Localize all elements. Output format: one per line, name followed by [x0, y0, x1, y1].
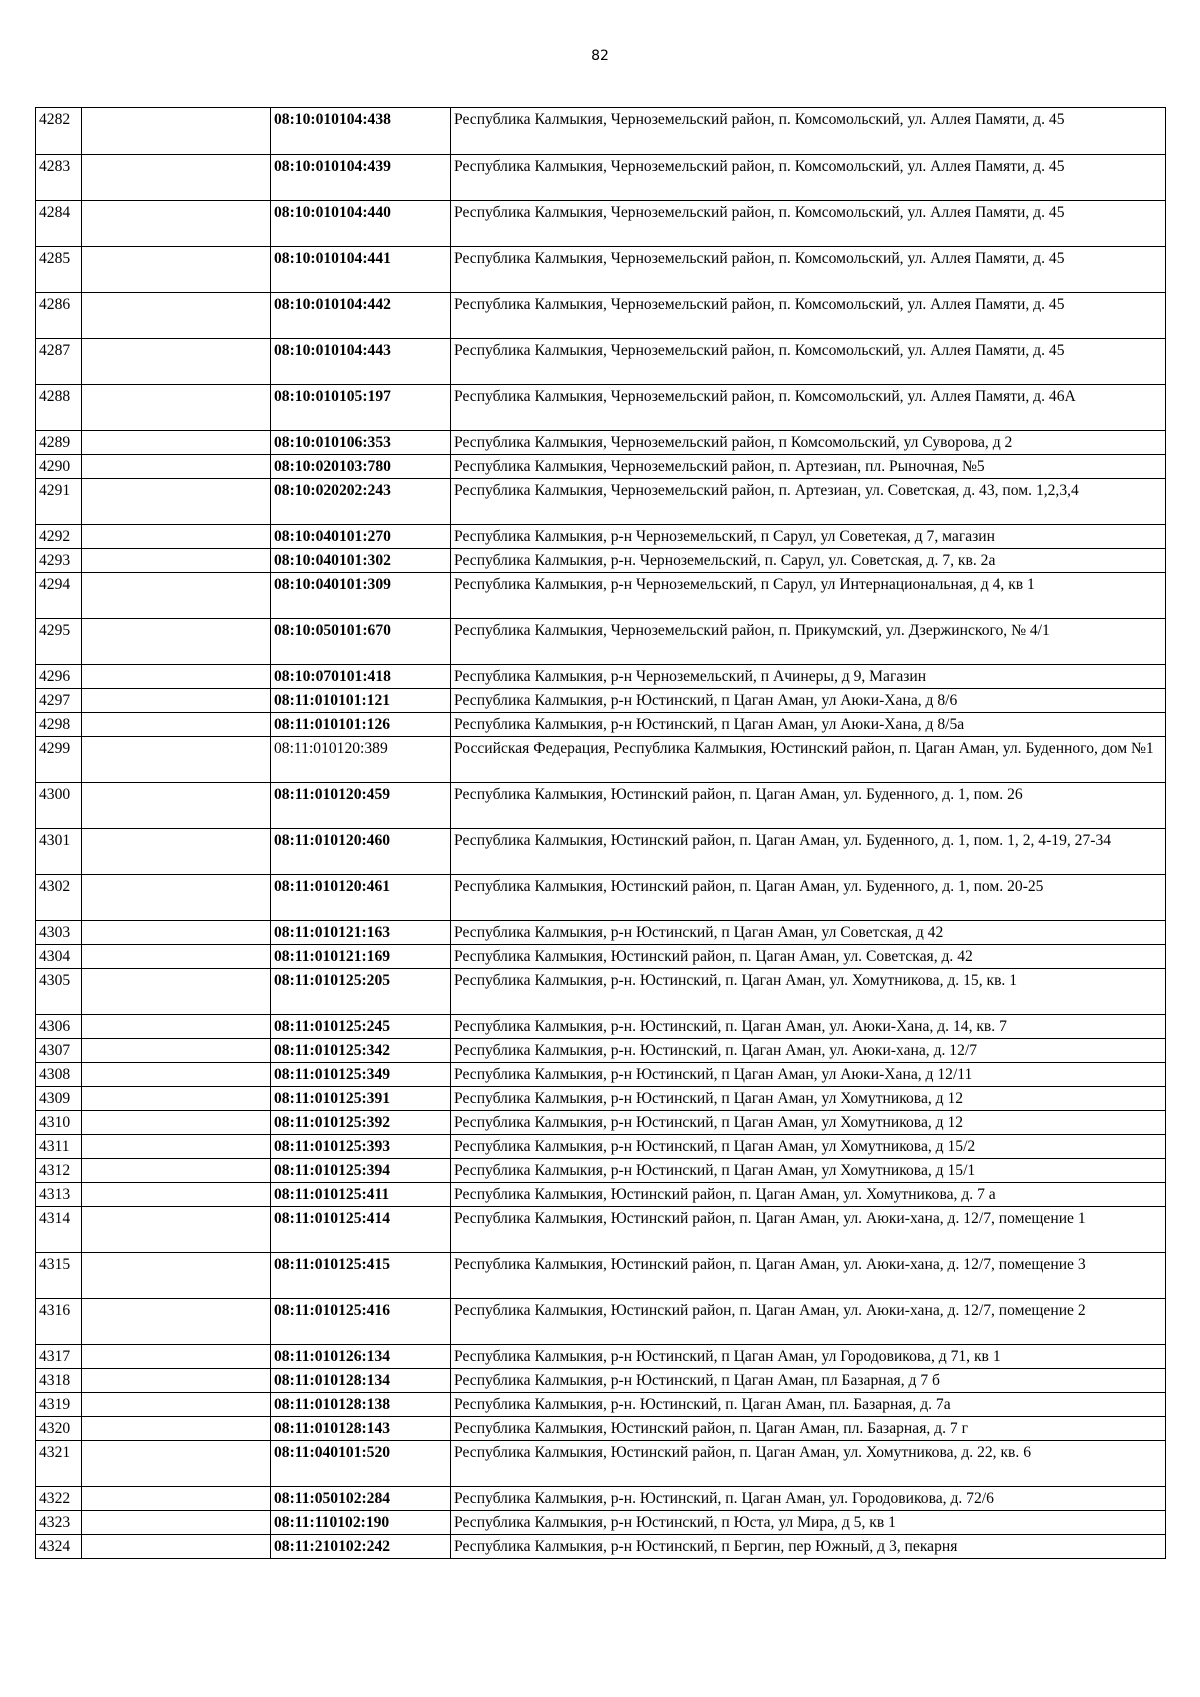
cadastral-number-cell: 08:11:010125:414	[271, 1207, 451, 1253]
page-number: 82	[591, 48, 609, 64]
row-number-cell: 4323	[36, 1511, 82, 1535]
cadastral-number-cell: 08:10:020103:780	[271, 455, 451, 479]
table-row	[36, 665, 1166, 689]
cadastral-number-cell: 08:11:010121:163	[271, 921, 451, 945]
owner-cell	[82, 737, 271, 783]
cadastral-number-cell: 08:10:050101:670	[271, 619, 451, 665]
table-row	[36, 969, 1166, 1015]
row-number-cell: 4302	[36, 875, 82, 921]
cadastral-number-cell: 08:11:010125:415	[271, 1253, 451, 1299]
address-cell: Республика Калмыкия, р-н Юстинский, п Бергин, пер Южный, д 3, пекарня	[451, 1535, 1166, 1559]
row-number-cell: 4317	[36, 1345, 82, 1369]
cadastral-number-cell: 08:11:010121:169	[271, 945, 451, 969]
table-row	[36, 1299, 1166, 1345]
table-row	[36, 525, 1166, 549]
row-number-cell: 4300	[36, 783, 82, 829]
row-number-cell: 4282	[36, 108, 82, 155]
cadastral-number-cell: 08:11:010125:394	[271, 1159, 451, 1183]
row-number-cell: 4312	[36, 1159, 82, 1183]
cadastral-number-cell: 08:10:040101:309	[271, 573, 451, 619]
row-number-cell: 4296	[36, 665, 82, 689]
owner-cell	[82, 1135, 271, 1159]
cadastral-number-cell: 08:11:010128:138	[271, 1393, 451, 1417]
cadastral-number-cell: 08:11:010128:143	[271, 1417, 451, 1441]
row-number-cell: 4291	[36, 479, 82, 525]
owner-cell	[82, 1253, 271, 1299]
address-cell: Республика Калмыкия, Юстинский район, п. Цаган Аман, ул. Буденного, д. 1, пом. 1, 2, 4-19, 27-34	[451, 829, 1166, 875]
table-row	[36, 385, 1166, 431]
owner-cell	[82, 1369, 271, 1393]
cadastral-number-cell: 08:11:010101:121	[271, 689, 451, 713]
cadastral-number-cell: 08:10:010106:353	[271, 431, 451, 455]
owner-cell	[82, 1535, 271, 1559]
address-cell: Республика Калмыкия, р-н. Юстинский, п. Цаган Аман, ул. Аюки-хана, д. 12/7	[451, 1039, 1166, 1063]
table-row	[36, 1207, 1166, 1253]
row-number-cell: 4298	[36, 713, 82, 737]
table-row	[36, 1417, 1166, 1441]
address-cell: Республика Калмыкия, р-н Черноземельский, п Сарул, ул Советекая, д 7, магазин	[451, 525, 1166, 549]
cadastral-number-cell: 08:11:010120:459	[271, 783, 451, 829]
row-number-cell: 4318	[36, 1369, 82, 1393]
table-body	[36, 108, 1166, 1559]
table-row	[36, 1253, 1166, 1299]
table-row	[36, 155, 1166, 201]
cadastral-number-cell: 08:10:010104:438	[271, 108, 451, 155]
address-cell: Республика Калмыкия, р-н. Юстинский, п. Цаган Аман, пл. Базарная, д. 7а	[451, 1393, 1166, 1417]
row-number-cell: 4307	[36, 1039, 82, 1063]
owner-cell	[82, 1487, 271, 1511]
address-cell: Республика Калмыкия, Юстинский район, п. Цаган Аман, ул. Аюки-хана, д. 12/7, помещение 2	[451, 1299, 1166, 1345]
owner-cell	[82, 479, 271, 525]
owner-cell	[82, 921, 271, 945]
row-number-cell: 4322	[36, 1487, 82, 1511]
cadastral-number-cell: 08:11:110102:190	[271, 1511, 451, 1535]
table-row	[36, 201, 1166, 247]
owner-cell	[82, 1299, 271, 1345]
row-number-cell: 4304	[36, 945, 82, 969]
table-row	[36, 945, 1166, 969]
row-number-cell: 4289	[36, 431, 82, 455]
table-row	[36, 1015, 1166, 1039]
cadastral-number-cell: 08:11:010125:392	[271, 1111, 451, 1135]
row-number-cell: 4305	[36, 969, 82, 1015]
cadastral-number-cell: 08:11:010125:393	[271, 1135, 451, 1159]
owner-cell	[82, 1183, 271, 1207]
address-cell: Республика Калмыкия, р-н. Юстинский, п. Цаган Аман, ул. Хомутникова, д. 15, кв. 1	[451, 969, 1166, 1015]
owner-cell	[82, 619, 271, 665]
row-number-cell: 4309	[36, 1087, 82, 1111]
owner-cell	[82, 155, 271, 201]
address-cell: Российская Федерация, Республика Калмыкия, Юстинский район, п. Цаган Аман, ул. Буденного, дом №1	[451, 737, 1166, 783]
cadastral-number-cell: 08:11:210102:242	[271, 1535, 451, 1559]
row-number-cell: 4321	[36, 1441, 82, 1487]
address-cell: Республика Калмыкия, Юстинский район, п. Цаган Аман, ул. Хомутникова, д. 7 а	[451, 1183, 1166, 1207]
owner-cell	[82, 875, 271, 921]
address-cell: Республика Калмыкия, Черноземельский район, п. Комсомольский, ул. Аллея Памяти, д. 45	[451, 201, 1166, 247]
address-cell: Республика Калмыкия, Юстинский район, п. Цаган Аман, ул. Аюки-хана, д. 12/7, помещение 3	[451, 1253, 1166, 1299]
cadastral-number-cell: 08:11:040101:520	[271, 1441, 451, 1487]
table-row	[36, 619, 1166, 665]
row-number-cell: 4324	[36, 1535, 82, 1559]
address-cell: Республика Калмыкия, Черноземельский район, п. Комсомольский, ул. Аллея Памяти, д. 45	[451, 339, 1166, 385]
row-number-cell: 4295	[36, 619, 82, 665]
table-row	[36, 875, 1166, 921]
address-cell: Республика Калмыкия, р-н Юстинский, п Юста, ул Мира, д 5, кв 1	[451, 1511, 1166, 1535]
address-cell: Республика Калмыкия, р-н Юстинский, п Цаган Аман, ул Хомутникова, д 12	[451, 1087, 1166, 1111]
row-number-cell: 4284	[36, 201, 82, 247]
address-cell: Республика Калмыкия, р-н Черноземельский, п Сарул, ул Интернациональная, д 4, кв 1	[451, 573, 1166, 619]
cadastral-number-cell: 08:10:010104:442	[271, 293, 451, 339]
owner-cell	[82, 455, 271, 479]
cadastral-number-cell: 08:11:050102:284	[271, 1487, 451, 1511]
row-number-cell: 4306	[36, 1015, 82, 1039]
owner-cell	[82, 1111, 271, 1135]
cadastral-number-cell: 08:10:010105:197	[271, 385, 451, 431]
address-cell: Республика Калмыкия, Юстинский район, п. Цаган Аман, ул. Советская, д. 42	[451, 945, 1166, 969]
owner-cell	[82, 293, 271, 339]
cadastral-number-cell: 08:11:010128:134	[271, 1369, 451, 1393]
cadastral-number-cell: 08:11:010125:391	[271, 1087, 451, 1111]
address-cell: Республика Калмыкия, Юстинский район, п. Цаган Аман, ул. Буденного, д. 1, пом. 20-25	[451, 875, 1166, 921]
cadastral-number-cell: 08:10:020202:243	[271, 479, 451, 525]
row-number-cell: 4311	[36, 1135, 82, 1159]
table-row	[36, 339, 1166, 385]
address-cell: Республика Калмыкия, Черноземельский район, п Комсомольский, ул Суворова, д 2	[451, 431, 1166, 455]
address-cell: Республика Калмыкия, Юстинский район, п. Цаган Аман, пл. Базарная, д. 7 г	[451, 1417, 1166, 1441]
address-cell: Республика Калмыкия, Черноземельский район, п. Комсомольский, ул. Аллея Памяти, д. 46А	[451, 385, 1166, 431]
owner-cell	[82, 1159, 271, 1183]
address-cell: Республика Калмыкия, р-н Юстинский, п Цаган Аман, ул Аюки-Хана, д 8/5а	[451, 713, 1166, 737]
address-cell: Республика Калмыкия, Черноземельский район, п. Комсомольский, ул. Аллея Памяти, д. 45	[451, 155, 1166, 201]
cadastral-number-cell: 08:11:010120:461	[271, 875, 451, 921]
address-cell: Республика Калмыкия, Черноземельский район, п. Комсомольский, ул. Аллея Памяти, д. 45	[451, 293, 1166, 339]
address-cell: Республика Калмыкия, р-н Юстинский, п Цаган Аман, ул Аюки-Хана, д 12/11	[451, 1063, 1166, 1087]
table-row	[36, 1111, 1166, 1135]
address-cell: Республика Калмыкия, р-н Юстинский, п Цаган Аман, ул Хомутникова, д 15/2	[451, 1135, 1166, 1159]
address-cell: Республика Калмыкия, р-н Черноземельский, п Ачинеры, д 9, Магазин	[451, 665, 1166, 689]
cadastral-number-cell: 08:10:040101:302	[271, 549, 451, 573]
owner-cell	[82, 201, 271, 247]
table-row	[36, 573, 1166, 619]
table-row	[36, 1535, 1166, 1559]
table-row	[36, 1063, 1166, 1087]
table-row	[36, 108, 1166, 155]
property-table	[35, 107, 1166, 1559]
table-row	[36, 1369, 1166, 1393]
table-row	[36, 1087, 1166, 1111]
owner-cell	[82, 573, 271, 619]
cadastral-number-cell: 08:11:010125:342	[271, 1039, 451, 1063]
address-cell: Республика Калмыкия, р-н. Юстинский, п. Цаган Аман, ул. Городовикова, д. 72/6	[451, 1487, 1166, 1511]
cadastral-number-cell: 08:10:010104:439	[271, 155, 451, 201]
row-number-cell: 4316	[36, 1299, 82, 1345]
table-row	[36, 247, 1166, 293]
owner-cell	[82, 1345, 271, 1369]
owner-cell	[82, 339, 271, 385]
cadastral-number-cell: 08:11:010120:460	[271, 829, 451, 875]
table-row	[36, 293, 1166, 339]
address-cell: Республика Калмыкия, р-н Юстинский, п Цаган Аман, ул Городовикова, д 71, кв 1	[451, 1345, 1166, 1369]
table-row	[36, 713, 1166, 737]
address-cell: Республика Калмыкия, р-н Юстинский, п Цаган Аман, ул Хомутникова, д 12	[451, 1111, 1166, 1135]
owner-cell	[82, 829, 271, 875]
cadastral-number-cell: 08:10:010104:441	[271, 247, 451, 293]
address-cell: Республика Калмыкия, Черноземельский район, п. Артезиан, ул. Советская, д. 43, пом. 1,2,3,4	[451, 479, 1166, 525]
owner-cell	[82, 1441, 271, 1487]
table-row	[36, 1135, 1166, 1159]
address-cell: Республика Калмыкия, Юстинский район, п. Цаган Аман, ул. Хомутникова, д. 22, кв. 6	[451, 1441, 1166, 1487]
owner-cell	[82, 1393, 271, 1417]
table-row	[36, 479, 1166, 525]
row-number-cell: 4297	[36, 689, 82, 713]
cadastral-number-cell: 08:11:010125:245	[271, 1015, 451, 1039]
owner-cell	[82, 1417, 271, 1441]
address-cell: Республика Калмыкия, р-н. Черноземельский, п. Сарул, ул. Советская, д. 7, кв. 2а	[451, 549, 1166, 573]
row-number-cell: 4288	[36, 385, 82, 431]
owner-cell	[82, 1063, 271, 1087]
table-row	[36, 455, 1166, 479]
row-number-cell: 4310	[36, 1111, 82, 1135]
row-number-cell: 4320	[36, 1417, 82, 1441]
row-number-cell: 4299	[36, 737, 82, 783]
owner-cell	[82, 665, 271, 689]
cadastral-number-cell: 08:11:010125:416	[271, 1299, 451, 1345]
table-row	[36, 1511, 1166, 1535]
table-row	[36, 1487, 1166, 1511]
owner-cell	[82, 689, 271, 713]
row-number-cell: 4301	[36, 829, 82, 875]
cadastral-number-cell: 08:10:040101:270	[271, 525, 451, 549]
cadastral-number-cell: 08:10:070101:418	[271, 665, 451, 689]
owner-cell	[82, 108, 271, 155]
table-row	[36, 737, 1166, 783]
owner-cell	[82, 525, 271, 549]
owner-cell	[82, 385, 271, 431]
owner-cell	[82, 431, 271, 455]
row-number-cell: 4293	[36, 549, 82, 573]
table-row	[36, 431, 1166, 455]
table-row	[36, 829, 1166, 875]
owner-cell	[82, 1087, 271, 1111]
cadastral-number-cell: 08:11:010125:349	[271, 1063, 451, 1087]
owner-cell	[82, 713, 271, 737]
row-number-cell: 4319	[36, 1393, 82, 1417]
table-row	[36, 1441, 1166, 1487]
row-number-cell: 4303	[36, 921, 82, 945]
table-row	[36, 1183, 1166, 1207]
address-cell: Республика Калмыкия, р-н Юстинский, п Цаган Аман, пл Базарная, д 7 б	[451, 1369, 1166, 1393]
address-cell: Республика Калмыкия, Черноземельский район, п. Комсомольский, ул. Аллея Памяти, д. 45	[451, 108, 1166, 155]
row-number-cell: 4313	[36, 1183, 82, 1207]
cadastral-number-cell: 08:11:010120:389	[271, 737, 451, 783]
cadastral-number-cell: 08:11:010101:126	[271, 713, 451, 737]
table-row	[36, 549, 1166, 573]
owner-cell	[82, 247, 271, 293]
row-number-cell: 4314	[36, 1207, 82, 1253]
address-cell: Республика Калмыкия, р-н Юстинский, п Цаган Аман, ул Хомутникова, д 15/1	[451, 1159, 1166, 1183]
cadastral-number-cell: 08:11:010125:411	[271, 1183, 451, 1207]
address-cell: Республика Калмыкия, Черноземельский район, п. Артезиан, пл. Рыночная, №5	[451, 455, 1166, 479]
row-number-cell: 4315	[36, 1253, 82, 1299]
cadastral-number-cell: 08:10:010104:443	[271, 339, 451, 385]
table-row	[36, 1159, 1166, 1183]
owner-cell	[82, 1511, 271, 1535]
owner-cell	[82, 945, 271, 969]
row-number-cell: 4286	[36, 293, 82, 339]
owner-cell	[82, 1207, 271, 1253]
row-number-cell: 4290	[36, 455, 82, 479]
row-number-cell: 4294	[36, 573, 82, 619]
owner-cell	[82, 969, 271, 1015]
table-row	[36, 921, 1166, 945]
owner-cell	[82, 1039, 271, 1063]
address-cell: Республика Калмыкия, Юстинский район, п. Цаган Аман, ул. Буденного, д. 1, пом. 26	[451, 783, 1166, 829]
cadastral-number-cell: 08:11:010125:205	[271, 969, 451, 1015]
address-cell: Республика Калмыкия, р-н Юстинский, п Цаган Аман, ул Советская, д 42	[451, 921, 1166, 945]
address-cell: Республика Калмыкия, р-н Юстинский, п Цаган Аман, ул Аюки-Хана, д 8/6	[451, 689, 1166, 713]
table-row	[36, 689, 1166, 713]
table-row	[36, 1039, 1166, 1063]
owner-cell	[82, 1015, 271, 1039]
row-number-cell: 4287	[36, 339, 82, 385]
address-cell: Республика Калмыкия, Черноземельский район, п. Комсомольский, ул. Аллея Памяти, д. 45	[451, 247, 1166, 293]
table-row	[36, 1345, 1166, 1369]
row-number-cell: 4285	[36, 247, 82, 293]
owner-cell	[82, 549, 271, 573]
row-number-cell: 4308	[36, 1063, 82, 1087]
address-cell: Республика Калмыкия, Юстинский район, п. Цаган Аман, ул. Аюки-хана, д. 12/7, помещение 1	[451, 1207, 1166, 1253]
address-cell: Республика Калмыкия, Черноземельский район, п. Прикумский, ул. Дзержинского, № 4/1	[451, 619, 1166, 665]
row-number-cell: 4283	[36, 155, 82, 201]
table-row	[36, 783, 1166, 829]
cadastral-number-cell: 08:11:010126:134	[271, 1345, 451, 1369]
table-row	[36, 1393, 1166, 1417]
cadastral-number-cell: 08:10:010104:440	[271, 201, 451, 247]
address-cell: Республика Калмыкия, р-н. Юстинский, п. Цаган Аман, ул. Аюки-Хана, д. 14, кв. 7	[451, 1015, 1166, 1039]
owner-cell	[82, 783, 271, 829]
row-number-cell: 4292	[36, 525, 82, 549]
